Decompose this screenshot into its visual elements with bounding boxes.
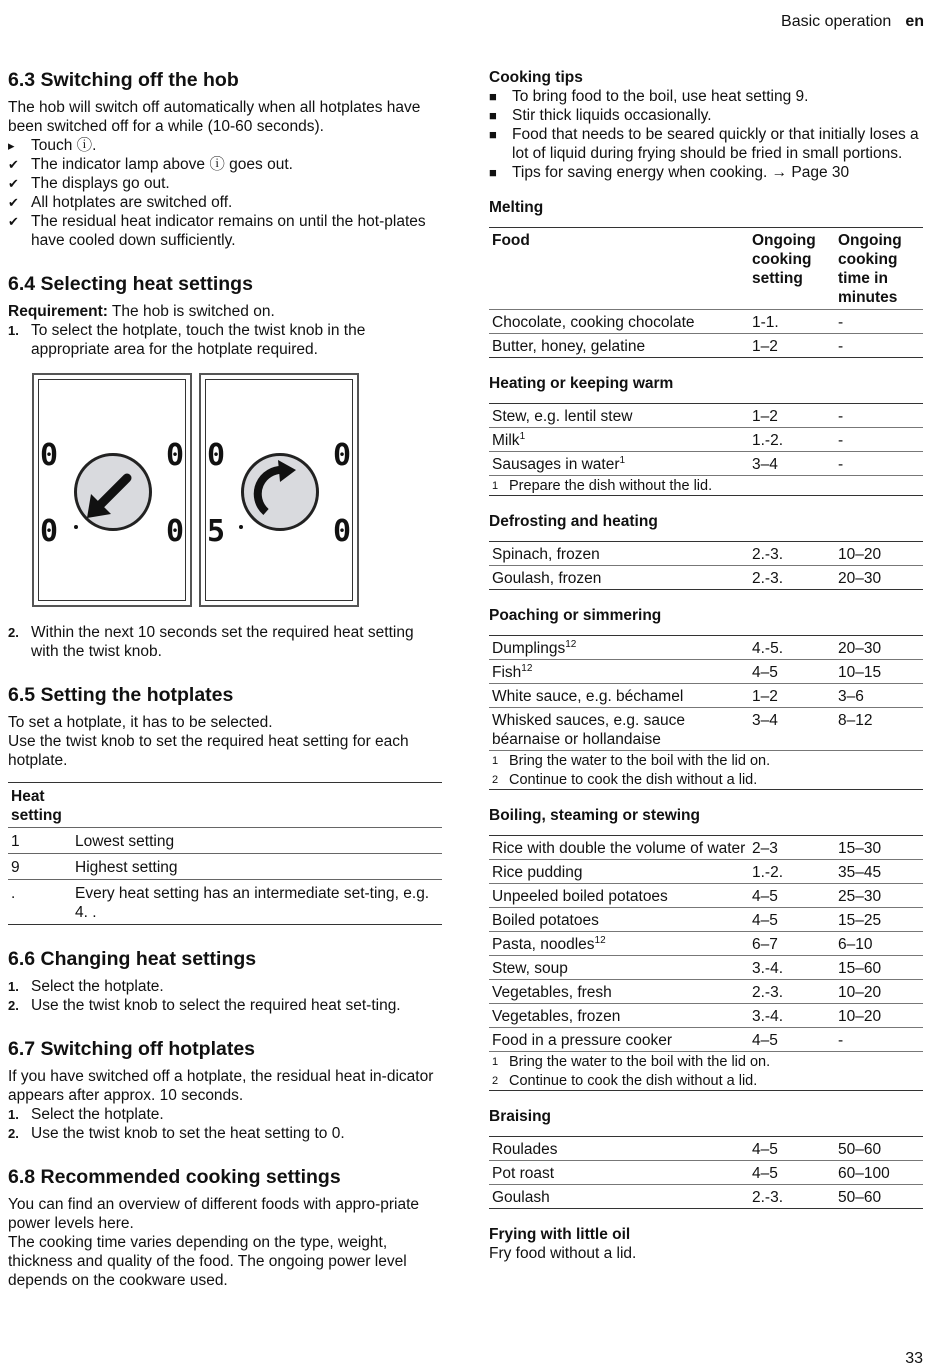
twist-knob-rotate-icon	[241, 453, 319, 531]
cell-setting: 3–4	[749, 452, 835, 476]
result-item	[8, 193, 442, 212]
tip-item	[489, 87, 923, 106]
cell-key: 9	[8, 854, 72, 880]
step-list	[8, 1105, 442, 1143]
cell-time: -	[835, 452, 923, 476]
table-row	[489, 684, 923, 708]
step-item	[8, 996, 442, 1015]
cell-setting: 2.-3.	[752, 1189, 784, 1206]
footnote	[489, 1052, 923, 1072]
tip-item	[489, 125, 923, 163]
cell-setting: 4.-5.	[749, 636, 835, 660]
table-row	[489, 1161, 923, 1185]
table-row	[489, 1004, 923, 1028]
cell-food	[489, 660, 749, 684]
requirement-text: The hob is switched on.	[107, 303, 275, 320]
step-text: Select the hotplate.	[31, 978, 164, 995]
section-text: Use the twist knob to set the required heat setting for each hotplate.	[8, 733, 409, 769]
tip-text: Tips for saving energy when cooking. → Page 30	[512, 164, 850, 181]
requirement-label: Requirement:	[8, 303, 108, 320]
frying-title: Frying with little oil	[489, 1226, 631, 1243]
cell-food	[489, 452, 749, 476]
cell-setting: 2.-3.	[752, 570, 784, 587]
cell-food	[489, 1185, 749, 1209]
cell-food	[489, 1028, 749, 1052]
section-6-5	[8, 683, 442, 925]
square-bullet-icon: ■	[489, 89, 497, 104]
result-item	[8, 174, 442, 193]
cell-food	[489, 980, 749, 1004]
food-name: Rice with double the volume of water	[492, 840, 746, 857]
food-name: Pasta, noodles	[492, 936, 595, 953]
hob-panel-left	[32, 373, 192, 607]
result-item	[8, 155, 442, 174]
step-text: Use the twist knob to select the required heat set-ting.	[31, 997, 401, 1014]
table-row	[489, 404, 923, 428]
result-item	[8, 212, 442, 250]
cell-setting: 2–3	[749, 836, 835, 860]
section-intro: The hob will switch off automatically when all hotplates have been switched off for a while (10-60 seconds).	[8, 99, 421, 135]
cell-time: 20–30	[835, 636, 923, 660]
cell-time: 35–45	[835, 860, 923, 884]
footnote-row	[489, 476, 923, 496]
cell-food	[489, 542, 749, 566]
table-header-row	[8, 783, 442, 828]
step-text: Touch ⓘ.	[31, 137, 97, 154]
step-list	[8, 623, 442, 661]
cell-time: 20–30	[838, 570, 882, 587]
footnote-number: 1	[492, 755, 499, 767]
section-title: 6.3 Switching off the hob	[8, 69, 239, 91]
table-row	[489, 452, 923, 476]
food-name: Rice pudding	[492, 864, 583, 881]
cell-time: 25–30	[835, 884, 923, 908]
step-number: 1.	[8, 323, 19, 338]
footnote-text: Continue to cook the dish without a lid.	[509, 1073, 758, 1089]
section-6-4	[8, 272, 442, 661]
step-item	[8, 1105, 442, 1124]
food-name: Butter, honey, gelatine	[492, 338, 646, 355]
hob-panel-right	[199, 373, 359, 607]
step-item	[8, 623, 442, 661]
cell-time: -	[835, 310, 923, 334]
cell-food	[489, 836, 749, 860]
table-row	[8, 854, 442, 880]
footnote-text: Continue to cook the dish without a lid.	[509, 772, 758, 788]
cell-food	[489, 684, 749, 708]
footnote	[489, 1071, 923, 1091]
footnote-ref: 1	[619, 454, 626, 466]
table-group-title: Boiling, steaming or stewing	[489, 807, 700, 824]
result-text: The displays go out.	[31, 175, 170, 192]
section-title: 6.5 Setting the hotplates	[8, 684, 234, 706]
table-row	[489, 860, 923, 884]
header-section: Basic operation	[781, 13, 892, 30]
section-text: To set a hotplate, it has to be selected.	[8, 714, 273, 731]
step-text: Select the hotplate.	[31, 1106, 164, 1123]
footnote	[489, 770, 923, 790]
cell-time: -	[835, 428, 923, 452]
section-6-6	[8, 947, 442, 1015]
footnote-number: 1	[492, 480, 499, 492]
cell-time: 6–10	[835, 932, 923, 956]
table-row	[489, 428, 923, 452]
table-row	[489, 542, 923, 566]
square-bullet-icon: ■	[489, 165, 497, 180]
display-digit: 0	[166, 514, 185, 549]
cell-food	[489, 956, 749, 980]
cell-setting: 1.-2.	[749, 860, 835, 884]
footnote-row	[489, 1071, 923, 1091]
column-header: Ongoing cooking setting	[749, 228, 835, 310]
cell-time: 10–20	[835, 1004, 923, 1028]
table-group-title: Melting	[489, 199, 544, 216]
section-6-8	[8, 1165, 442, 1290]
food-name: Unpeeled boiled potatoes	[492, 888, 668, 905]
cell-setting: 3.-4.	[749, 956, 835, 980]
tips-list	[489, 87, 923, 182]
table-row	[489, 566, 923, 590]
cell-food	[489, 404, 749, 428]
food-name: Food in a pressure cooker	[492, 1032, 673, 1049]
display-digit: 0	[333, 514, 352, 549]
footnote-ref: 12	[565, 638, 577, 650]
cell-setting: 4–5	[749, 884, 835, 908]
display-digit: 0	[40, 438, 59, 473]
step-number: 2.	[8, 998, 19, 1013]
display-digit: 0	[166, 438, 185, 473]
section-title: 6.7 Switching off hotplates	[8, 1038, 256, 1060]
table-row	[489, 884, 923, 908]
cell-setting: 3.-4.	[749, 1004, 835, 1028]
step-number: 2.	[8, 625, 19, 640]
cooking-table-poach	[489, 635, 923, 790]
tip-text: Food that needs to be seared quickly or that initially loses a lot of liquid during frying should be fried in small portions.	[512, 126, 919, 162]
cell-time: -	[835, 1028, 923, 1052]
step-item	[8, 1124, 442, 1143]
footnote-text: Bring the water to the boil with the lid on.	[509, 1054, 771, 1070]
footnote-number: 2	[492, 774, 499, 786]
cell-setting: 4–5	[749, 908, 835, 932]
step-number: 1.	[8, 1107, 19, 1122]
table-row	[489, 708, 923, 751]
tip-text: To bring food to the boil, use heat setting 9.	[512, 88, 809, 105]
cell-setting: 1.-2.	[749, 428, 835, 452]
food-name: Boiled potatoes	[492, 912, 599, 929]
cell-time: -	[835, 404, 923, 428]
food-name: Stew, soup	[492, 960, 568, 977]
footnote-ref: 12	[594, 934, 606, 946]
tip-text: Stir thick liquids occasionally.	[512, 107, 712, 124]
table-row	[489, 1028, 923, 1052]
table-row	[489, 334, 923, 358]
table-row	[489, 980, 923, 1004]
footnote-text: Bring the water to the boil with the lid on.	[509, 753, 771, 769]
cell-value: Every heat setting has an intermediate set-ting, e.g. 4. .	[75, 885, 430, 921]
food-name: Vegetables, frozen	[492, 1008, 621, 1025]
tips-title: Cooking tips	[489, 69, 583, 86]
cooking-table-defrost	[489, 541, 923, 590]
food-name: Goulash	[492, 1189, 550, 1206]
food-name: Dumplings	[492, 640, 566, 657]
twist-knob-icon	[74, 453, 152, 531]
table-header-row	[489, 228, 923, 310]
step-item	[8, 136, 442, 155]
check-icon: ✔	[8, 195, 19, 210]
table-group-title: Poaching or simmering	[489, 607, 662, 624]
food-name: Sausages in water	[492, 456, 620, 473]
section-text: You can find an overview of different foods with appro-priate power levels here.	[8, 1196, 420, 1232]
food-name: Roulades	[492, 1141, 558, 1158]
step-list	[8, 977, 442, 1015]
cell-setting: 3–4	[749, 708, 835, 751]
section-title: 6.8 Recommended cooking settings	[8, 1166, 341, 1188]
right-column	[489, 68, 923, 1263]
section-title: 6.6 Changing heat settings	[8, 948, 257, 970]
cell-food	[489, 428, 749, 452]
step-text: Use the twist knob to set the heat setting to 0.	[31, 1125, 345, 1142]
display-digit: 5	[207, 514, 226, 549]
display-digit: 0	[207, 438, 226, 473]
cell-food	[489, 908, 749, 932]
step-text: Within the next 10 seconds set the required heat setting with the twist knob.	[31, 624, 414, 660]
cell-time: 15–60	[835, 956, 923, 980]
footnote-number: 2	[492, 1075, 499, 1087]
cooking-table-heating	[489, 403, 923, 496]
table-row	[489, 310, 923, 334]
table-row	[489, 956, 923, 980]
cell-setting: 4–5	[749, 1137, 835, 1161]
section-title: 6.4 Selecting heat settings	[8, 273, 253, 295]
cell-time: 8–12	[835, 708, 923, 751]
table-row	[489, 908, 923, 932]
step-item	[8, 321, 442, 359]
table-row	[489, 1137, 923, 1161]
cell-time: 10–20	[835, 542, 923, 566]
table-group-title: Braising	[489, 1108, 552, 1125]
cooking-table-melting	[489, 227, 923, 358]
cell-food	[489, 636, 749, 660]
square-bullet-icon: ■	[489, 108, 497, 123]
cell-food	[489, 1161, 749, 1185]
section-text: The cooking time varies depending on the type, weight, thickness and quality of the food. The ongoing power level depends on the cookware used.	[8, 1234, 407, 1289]
food-name: Fish	[492, 664, 522, 681]
cell-value: Highest setting	[72, 854, 442, 880]
hob-illustration	[32, 373, 442, 609]
cell-setting: 4–5	[749, 660, 835, 684]
result-text: The residual heat indicator remains on until the hot-plates have cooled down sufficiently.	[31, 213, 426, 249]
table-row	[489, 932, 923, 956]
table-group-title: Defrosting and heating	[489, 513, 658, 530]
cell-food	[489, 884, 749, 908]
cell-setting: 1–2	[749, 684, 835, 708]
food-name: Whisked sauces, e.g. sauce béarnaise or hollandaise	[492, 712, 685, 748]
food-name: Chocolate, cooking chocolate	[492, 314, 695, 331]
table-group-title: Heating or keeping warm	[489, 375, 674, 392]
section-intro: If you have switched off a hotplate, the residual heat in-dicator appears after approx. 10 seconds.	[8, 1068, 434, 1104]
cell-food	[489, 566, 749, 590]
requirement	[8, 302, 442, 321]
cell-food	[489, 708, 749, 751]
cooking-tips	[489, 68, 923, 182]
column-header: Food	[489, 228, 749, 310]
result-text: The indicator lamp above ⓘ goes out.	[31, 156, 293, 173]
cell-time: 60–100	[835, 1161, 923, 1185]
check-icon: ✔	[8, 176, 19, 191]
tip-item	[489, 106, 923, 125]
cell-time: 10–20	[835, 980, 923, 1004]
footnote-row	[489, 751, 923, 771]
cell-time: 50–60	[838, 1189, 882, 1206]
table-row	[8, 880, 442, 925]
cell-food	[489, 932, 749, 956]
table-row	[8, 828, 442, 854]
square-bullet-icon: ■	[489, 127, 497, 142]
cell-time: 3–6	[835, 684, 923, 708]
cell-setting: 4–5	[749, 1028, 835, 1052]
table-row	[489, 636, 923, 660]
footnote	[489, 476, 923, 496]
cell-time: -	[838, 338, 844, 355]
frying-text: Fry food without a lid.	[489, 1245, 637, 1262]
header-language: en	[905, 13, 924, 30]
tip-item	[489, 163, 923, 182]
cooking-table-braise	[489, 1136, 923, 1209]
arrow-right-icon: ▸	[8, 138, 15, 153]
cell-key: 1	[8, 828, 72, 854]
footnote-ref: 1	[519, 430, 526, 442]
food-name: Milk	[492, 432, 520, 449]
cell-value: Lowest setting	[72, 828, 442, 854]
cell-setting: 1-1.	[749, 310, 835, 334]
cell-food	[489, 1004, 749, 1028]
indicator-dot	[239, 525, 243, 529]
table-row	[489, 660, 923, 684]
display-digit: 0	[40, 514, 59, 549]
cell-time: 10–15	[835, 660, 923, 684]
page-header	[781, 12, 924, 31]
cell-food	[489, 334, 749, 358]
cell-time: 15–25	[835, 908, 923, 932]
food-name: Vegetables, fresh	[492, 984, 612, 1001]
table-row	[489, 1185, 923, 1209]
cooking-tables	[489, 198, 923, 1263]
step-list	[8, 321, 442, 359]
food-name: White sauce, e.g. béchamel	[492, 688, 684, 705]
footnote-row	[489, 770, 923, 790]
section-6-3	[8, 68, 442, 250]
check-icon: ✔	[8, 214, 19, 229]
column-header: Heat setting	[8, 783, 72, 828]
section-6-7	[8, 1037, 442, 1143]
footnote-text: Prepare the dish without the lid.	[509, 478, 713, 494]
cell-food	[489, 1137, 749, 1161]
cell-setting: 1–2	[749, 404, 835, 428]
step-number: 2.	[8, 1126, 19, 1141]
cell-setting: 4–5	[749, 1161, 835, 1185]
page-number: 33	[905, 1350, 923, 1367]
cell-setting: 2.-3.	[749, 980, 835, 1004]
food-name: Stew, e.g. lentil stew	[492, 408, 633, 425]
display-digit: 0	[333, 438, 352, 473]
cell-setting: 1–2	[752, 338, 778, 355]
cell-key: .	[11, 885, 16, 902]
cell-time: 15–30	[835, 836, 923, 860]
result-text: All hotplates are switched off.	[31, 194, 233, 211]
footnote-number: 1	[492, 1056, 499, 1068]
check-icon: ✔	[8, 157, 19, 172]
step-item	[8, 977, 442, 996]
footnote-ref: 12	[521, 662, 533, 674]
cooking-table-boil	[489, 835, 923, 1091]
cell-time: 50–60	[835, 1137, 923, 1161]
column-header: Ongoing cooking time in minutes	[835, 228, 923, 310]
food-name: Pot roast	[492, 1165, 555, 1182]
step-text: To select the hotplate, touch the twist knob in the appropriate area for the hotplate required.	[31, 322, 366, 358]
food-name: Goulash, frozen	[492, 570, 602, 587]
footnote	[489, 751, 923, 771]
cell-setting: 2.-3.	[749, 542, 835, 566]
step-list	[8, 136, 442, 250]
cell-food	[489, 310, 749, 334]
cell-setting: 6–7	[749, 932, 835, 956]
left-column	[8, 68, 442, 1312]
step-number: 1.	[8, 979, 19, 994]
table-row	[489, 836, 923, 860]
food-name: Spinach, frozen	[492, 546, 600, 563]
footnote-row	[489, 1052, 923, 1072]
cell-food	[489, 860, 749, 884]
heat-setting-table	[8, 782, 442, 925]
